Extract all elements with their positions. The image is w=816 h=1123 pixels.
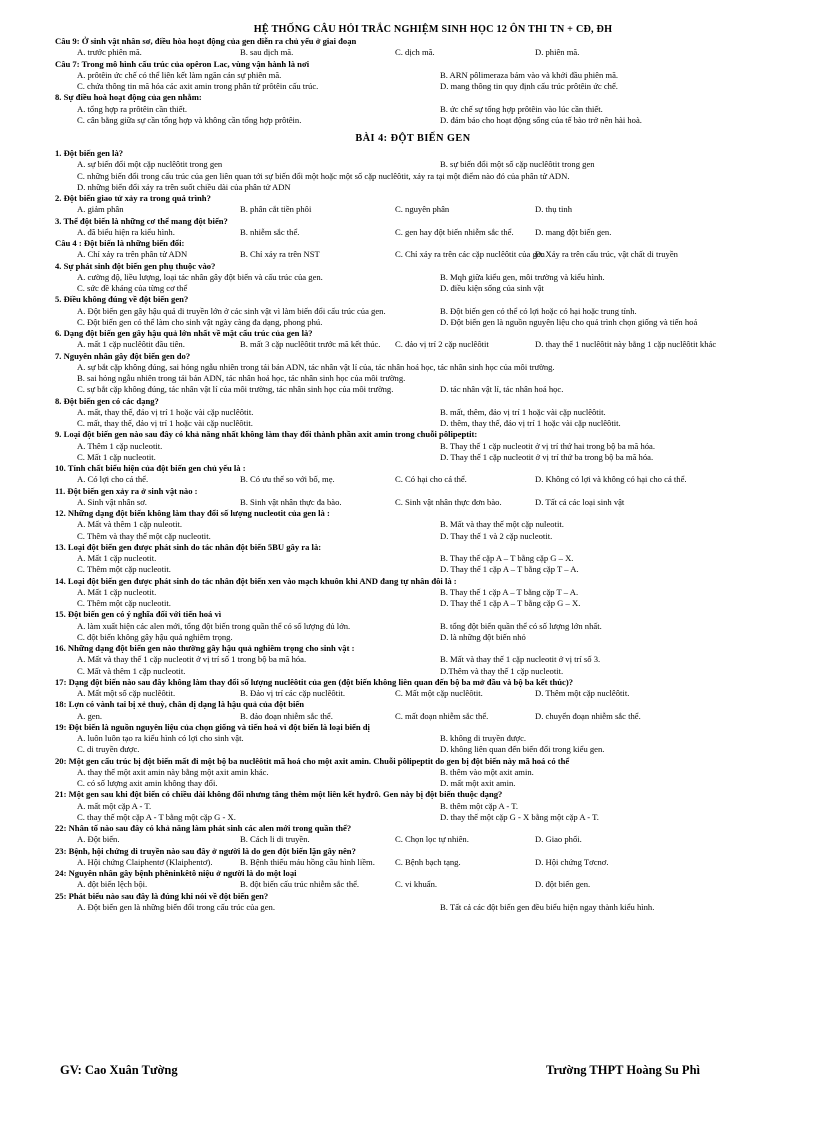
answer-option: A. Mất một số cặp nuclêôtit.	[77, 688, 176, 698]
answer-option: A. Chỉ xảy ra trên phân tử ADN	[77, 249, 188, 260]
answer-option: D. mang thông tin quy định cấu trúc prôtêin ức chế.	[440, 81, 618, 91]
question-text: 16. Những dạng đột biến gen nào thường gây hậu quả nghiêm trọng cho sinh vật :	[55, 643, 355, 653]
answer-option: A. trước phiên mã.	[77, 47, 142, 58]
answer-option: A. giảm phân	[77, 204, 124, 215]
question-text: Câu 7: Trong mô hình cấu trúc của opêron Lac, vùng vận hành là nơi	[55, 58, 310, 69]
answer-option: A. cường độ, liều lượng, loại tác nhân gây đột biến và cấu trúc của gen.	[77, 271, 323, 282]
answer-option: A. prôtêin ức chế có thể liên kết làm ngăn cản sự phiên mã.	[77, 69, 282, 80]
answer-option: B. Mất và thay thế một cặp nuleotit.	[440, 519, 564, 530]
answer-row	[55, 857, 771, 868]
question-text: 15. Đột biến gen có ý nghĩa đối với tiến hoá vì	[55, 609, 222, 620]
answer-option: D. chuyển đoạn nhiễm sắc thể.	[535, 710, 641, 721]
page-footer	[60, 1063, 700, 1078]
answer-option: B. Đột biến gen có thể có lợi hoặc có hại hoặc trung tính.	[440, 305, 637, 316]
answer-option: D. Không có lợi và không có hại cho cá thể.	[535, 474, 687, 485]
answer-option: B. sai hỏng ngẫu nhiên trong tái bản ADN, tác nhân hoá học, tác nhân sinh học của môi trường.	[77, 373, 406, 383]
answer-option: D. tác nhân vật lí, tác nhân hoá học.	[440, 384, 564, 395]
answer-row	[55, 801, 771, 812]
answer-option: D. Thay thế 1 cặp A – T bằng cặp G – X.	[440, 598, 581, 608]
answer-option: B. ARN pôlimeraza bám vào và khởi đầu phiên mã.	[440, 69, 619, 80]
answer-option: C. vi khuẩn.	[395, 879, 438, 890]
answer-option: A. luôn luôn tạo ra kiểu hình có lợi cho sinh vật.	[77, 733, 244, 743]
answer-row	[55, 407, 771, 418]
answer-option: A. sự biến đổi một cặp nuclêôtit trong gen	[77, 159, 223, 170]
answer-row	[55, 272, 771, 283]
question-text: 19: Đột biến là nguồn nguyên liệu của chọn giống và tiến hoá vì đột biến là loại biến dị	[55, 721, 370, 732]
answer-option: B. Cách li di truyền.	[240, 834, 310, 845]
answer-option: A. Đột biến.	[77, 834, 120, 845]
answer-row	[55, 553, 771, 564]
question-text: Câu 9: Ở sinh vật nhân sơ, điều hòa hoạt động của gen diễn ra chủ yếu ở giai đoạn	[55, 36, 357, 46]
answer-row	[55, 711, 771, 722]
answer-option: D. thêm, thay thế, đảo vị trí 1 hoặc vài cặp nuclêôtit.	[440, 418, 621, 428]
answer-row	[55, 587, 771, 598]
answer-row	[55, 564, 771, 575]
question-text: 1. Đột biến gen là?	[55, 148, 124, 158]
answer-option: A. sự bắt cặp không đúng, sai hỏng ngẫu nhiên trong tái bản ADN, tác nhân vật lí của, tác nhân hoá học, tác nhân sinh học của môi trường.	[77, 361, 555, 372]
answer-row	[55, 767, 771, 778]
answer-row	[55, 834, 771, 845]
answer-option: A. Thêm 1 cặp nucleotit.	[77, 440, 163, 451]
answer-row	[55, 474, 771, 485]
answer-option: D. điều kiện sống của sinh vật	[440, 283, 544, 293]
teacher-name: GV: Cao Xuân Tường	[60, 1063, 178, 1077]
answer-option: A. Sinh vật nhân sơ.	[77, 496, 147, 507]
answer-option: C. dịch mã.	[395, 47, 435, 58]
answer-row	[55, 249, 771, 260]
answer-option: D. mang đột biến gen.	[535, 226, 612, 237]
answer-option: D. những biến đổi xảy ra trên suốt chiều dài của phân tử ADN	[77, 181, 291, 192]
answer-option: B. Chỉ xảy ra trên NST	[240, 249, 320, 260]
question-text: 17: Dạng đột biến nào sau đây không làm thay đổi số lượng nuclêôtit của gen (đột biến không liên quan đến bộ ba mở đầu và bộ ba kết thúc)?	[55, 676, 574, 687]
answer-row	[55, 879, 771, 890]
answer-option: A. Mất 1 cặp nucleotit.	[77, 553, 157, 563]
answer-option: D. Thay thế 1 cặp A – T bằng cặp T – A.	[440, 564, 579, 575]
answer-option: A. Có lợi cho cá thể.	[77, 474, 149, 485]
answer-option: C. Sinh vật nhân thực đơn bào.	[395, 496, 502, 507]
answer-option: B. Thay thế cặp A – T bằng cặp G – X.	[440, 553, 574, 563]
answer-row	[55, 744, 771, 755]
answer-option: A. thay thế một axit amin này bằng một axit amin khác.	[77, 766, 269, 777]
answer-option: A. Đột biến gen là những biến đổi trong cấu trúc của gen.	[77, 901, 275, 912]
answer-option: D. thụ tinh	[535, 204, 573, 215]
answer-option: A. Mất và thay thế 1 cặp nucleotit ở vị trí số 1 trong bộ ba mã hóa.	[77, 654, 307, 665]
answer-option: B. tổng đột biến quần thể có số lượng lớn nhất.	[440, 620, 602, 631]
answer-option: D. Tất cả các loại sinh vật	[535, 496, 625, 507]
answer-row	[55, 778, 771, 789]
answer-row	[55, 227, 771, 238]
answer-option: B. không di truyền được.	[440, 733, 527, 743]
answer-option: C. mất đoạn nhiễm sắc thể.	[395, 710, 489, 721]
previous-questions	[55, 36, 771, 126]
question-text: 23: Bệnh, hội chứng di truyền nào sau đây ở người là do gen đột biến lặn gây nên?	[55, 845, 356, 856]
answer-option: B. đột biến cấu trúc nhiễm sắc thể.	[240, 879, 360, 890]
question-text: 8. Đột biến gen có các dạng?	[55, 395, 159, 406]
answer-option: C. nguyên phân	[395, 204, 450, 215]
answer-option: A. làm xuất hiện các alen mới, tổng đột biến trong quần thể có số lượng đủ lớn.	[77, 620, 351, 631]
answer-option: D. đột biến gen.	[535, 879, 591, 890]
answer-option: C. Bệnh bạch tạng.	[395, 856, 461, 867]
answer-row	[55, 654, 771, 665]
answer-option: A. mất, thay thế, đảo vị trí 1 hoặc vài cặp nuclêôtit.	[77, 406, 254, 417]
answer-row	[55, 47, 771, 58]
answer-option: A. gen.	[77, 710, 103, 721]
answer-row	[55, 733, 771, 744]
answer-option: B. ức chế sự tổng hợp prôtêin vào lúc cần thiết.	[440, 103, 603, 114]
answer-row	[55, 441, 771, 452]
answer-option: B. sự biến đổi một số cặp nuclêôtit trong gen	[440, 159, 595, 170]
question-text: 6. Dạng đột biến gen gây hậu quả lớn nhất về mặt cấu trúc của gen là?	[55, 328, 313, 338]
question-text: 12. Những dạng đột biến không làm thay đổi số lượng nucleotit của gen là :	[55, 508, 330, 518]
answer-option: C. Có hại cho cá thể.	[395, 474, 467, 485]
question-text: 24: Nguyên nhân gây bệnh phêninkêtô niệu ở người là do một loại	[55, 868, 297, 878]
question-text: 3. Thể đột biến là những cơ thể mang đột biến?	[55, 215, 228, 226]
answer-option: D. Thay thế 1 cặp nucleotit ở vị trí thứ ba trong bộ ba mã hóa.	[440, 451, 654, 462]
answer-row	[55, 104, 771, 115]
answer-option: D. là những đột biến nhỏ	[440, 631, 526, 642]
answer-option: B. Đảo vị trí các cặp nuclêôtit.	[240, 688, 345, 698]
answer-row	[55, 373, 771, 384]
answer-row	[55, 362, 771, 373]
answer-row	[55, 418, 771, 429]
answer-row	[55, 452, 771, 463]
question-text: 2. Đột biến giao tử xảy ra trong quá trình?	[55, 193, 211, 203]
answer-row	[55, 171, 771, 182]
document-header: HỆ THỐNG CÂU HỎI TRẮC NGHIỆM SINH HỌC 12 ÔN THI TN + CĐ, ĐH	[253, 24, 613, 35]
answer-option: B. Mất và thay thế 1 cặp nucleotit ở vị trí số 3.	[440, 654, 601, 665]
answer-option: C. có số lượng axit amin không thay đổi.	[77, 778, 218, 788]
answer-option: C. Chỉ xảy ra trên các cặp nuclêôtit của gen	[395, 249, 545, 260]
answer-option: C. Mất một cặp nuclêôtit.	[395, 688, 483, 698]
question-text: 7. Nguyên nhân gây đột biến gen do?	[55, 350, 191, 361]
question-text: 9. Loại đột biến gen nào sau đây có khả năng nhất không làm thay đổi thành phần axit amin trong chuỗi pôlipeptit:	[55, 429, 478, 440]
answer-option: D. thay thế một cặp G - X bằng một cặp A - T.	[440, 811, 599, 822]
answer-option: C. gen hay đột biến nhiễm sắc thể.	[395, 226, 514, 237]
answer-row	[55, 306, 771, 317]
answer-option: C. Thêm và thay thế một cặp nucleotit.	[77, 530, 211, 541]
answer-option: D. đảm bảo cho hoạt động sống của tế bào trở nên hài hoà.	[440, 114, 642, 125]
answer-row	[55, 497, 771, 508]
answer-row	[55, 115, 771, 126]
answer-option: A. tổng hợp ra prôtêin cần thiết.	[77, 103, 188, 114]
answer-option: B. Mqh giữa kiểu gen, môi trường và kiểu hình.	[440, 271, 605, 282]
question-text: 22: Nhân tố nào sau đây có khả năng làm phát sinh các alen mới trong quần thể?	[55, 823, 352, 833]
answer-row	[55, 902, 771, 913]
answer-option: D.Thêm và thay thế 1 cặp nucleotit.	[440, 665, 564, 676]
question-text: 10. Tính chất biểu hiện của đột biến gen chủ yếu là :	[55, 463, 246, 473]
answer-row	[55, 531, 771, 542]
answer-row	[55, 283, 771, 294]
answer-option: C. Chọn lọc tự nhiên.	[395, 834, 469, 845]
answer-option: A. Mất 1 cặp nucleotit.	[77, 586, 157, 597]
answer-option: C. Thêm một cặp nucleotit.	[77, 564, 171, 575]
question-list	[55, 148, 771, 913]
answer-row	[55, 182, 771, 193]
question-text: 13. Loại đột biến gen được phát sinh do tác nhân đột biến 5BU gây ra là:	[55, 541, 322, 552]
answer-option: D. Thay thế 1 và 2 cặp nucleotit.	[440, 530, 553, 541]
answer-option: C. cân bằng giữa sự cần tổng hợp và không cần tổng hợp prôtêin.	[77, 114, 302, 125]
answer-option: C. sức đề kháng của từng cơ thể	[77, 283, 188, 293]
answer-row	[55, 317, 771, 328]
question-text: 4. Sự phát sinh đột biến gen phụ thuộc vào?	[55, 260, 216, 271]
answer-option: B. Có ưu thế so với bố, mẹ.	[240, 474, 335, 485]
answer-option: C. mất, thay thế, đảo vị trí 1 hoặc vài cặp nuclêôtit.	[77, 418, 253, 428]
document-page	[55, 24, 771, 913]
answer-row	[55, 159, 771, 170]
answer-option: B. Tất cả các đột biến gen đều biểu hiện ngay thành kiểu hình.	[440, 901, 655, 912]
answer-row	[55, 70, 771, 81]
answer-option: B. nhiễm sắc thể.	[240, 226, 300, 237]
question-text: 5. Điều không đúng về đột biến gen?	[55, 294, 189, 305]
answer-option: B. Sinh vật nhân thực đa bào.	[240, 496, 342, 507]
answer-option: A. mất 1 cặp nuclêôtit đầu tiên.	[77, 339, 185, 350]
answer-row	[55, 519, 771, 530]
answer-option: B. phân cắt tiền phôi	[240, 204, 312, 215]
answer-row	[55, 204, 771, 215]
school-name: Trường THPT Hoàng Su Phì	[545, 1063, 700, 1077]
answer-option: A. mất một cặp A - T.	[77, 800, 152, 811]
answer-option: C. đảo vị trí 2 cặp nuclêôtit	[395, 339, 489, 350]
answer-option: B. đảo đoạn nhiễm sắc thể.	[240, 710, 333, 721]
answer-option: B. mất, thêm, đảo vị trí 1 hoặc vài cặp nuclêôtit.	[440, 406, 606, 417]
answer-row	[55, 81, 771, 92]
answer-option: D. Đột biến gen là nguồn nguyên liệu cho quá trình chọn giống và tiến hoá	[440, 316, 698, 327]
answer-row	[55, 632, 771, 643]
answer-row	[55, 339, 771, 350]
answer-option: C. những biến đổi trong cấu trúc của gen liên quan tới sự biến đổi một hoặc một số cặp nuclêôtit, xảy ra tại một điểm nào đó của phân tử ADN.	[77, 170, 570, 181]
answer-option: D. Giao phối.	[535, 834, 582, 845]
answer-option: C. Mất và thêm 1 cặp nucleotit.	[77, 665, 186, 676]
answer-option: A. Đột biến gen gây hậu quả di truyền lớn ở các sinh vật vì làm biến đổi cấu trúc của gen.	[77, 305, 386, 316]
answer-option: A. Hội chứng Claiphentơ (Klaiphentơ).	[77, 856, 213, 867]
answer-row	[55, 812, 771, 823]
question-text: 20: Một gen cấu trúc bị đột biến mất đi một bộ ba nuclêôtit mã hoá cho một axit amin. Chuỗi pôlipeptit do gen bị đột biến này mã hoá có thể	[55, 755, 570, 766]
answer-row	[55, 384, 771, 395]
answer-option: D. Hội chứng Tơcnơ.	[535, 856, 609, 867]
answer-option: C. đột biến không gây hậu quả nghiêm trọng.	[77, 631, 233, 642]
question-text: 11. Đột biến gen xảy ra ở sinh vật nào :	[55, 485, 198, 496]
answer-option: B. Bệnh thiếu máu hồng cầu hình liềm.	[240, 856, 375, 867]
answer-option: A. đã biểu hiện ra kiểu hình.	[77, 226, 175, 237]
answer-row	[55, 598, 771, 609]
question-text: 14. Loại đột biến gen được phát sinh do tác nhân đột biến xen vào mạch khuôn khi AND đang tự nhân đôi là :	[55, 575, 457, 586]
answer-option: B. sau dịch mã.	[240, 47, 294, 58]
answer-option: B. thêm một cặp A - T.	[440, 800, 518, 811]
question-text: 18: Lợn có vành tai bị xẻ thuỳ, chân dị dạng là hậu quả của đột biến	[55, 699, 305, 710]
answer-option: D. thay thế 1 nuclêôtit này bằng 1 cặp nuclêôtit khác	[535, 339, 717, 350]
answer-option: C. thay thế một cặp A - T bằng một cặp G - X.	[77, 811, 236, 822]
answer-option: B. Thay thế 1 cặp A – T bằng cặp T – A.	[440, 586, 579, 597]
answer-option: B. thêm vào một axit amin.	[440, 766, 534, 777]
answer-row	[55, 666, 771, 677]
answer-option: D. Xảy ra trên cấu trúc, vật chất di truyền	[535, 249, 678, 260]
question-text: 25: Phát biểu nào sau đây là đúng khi nói về đột biến gen?	[55, 890, 269, 901]
answer-option: C. Đột biến gen có thể làm cho sinh vật ngày càng đa dạng, phong phú.	[77, 316, 323, 327]
answer-option: D. mất một axit amin.	[440, 778, 516, 788]
answer-row	[55, 621, 771, 632]
answer-option: B. mất 3 cặp nuclêôtit trước mã kết thúc.	[240, 339, 381, 350]
section-title: BÀI 4: ĐỘT BIẾN GEN	[355, 133, 471, 144]
answer-option: C. di truyền được.	[77, 744, 140, 755]
answer-option: D. phiên mã.	[535, 47, 580, 58]
answer-option: D. Thêm một cặp nuclêôtit.	[535, 688, 630, 698]
answer-option: B. Thay thế 1 cặp nucleotit ở vị trí thứ hai trong bộ ba mã hóa.	[440, 440, 656, 451]
question-text: 21: Một gen sau khi đột biến có chiều dài không đổi nhưng tăng thêm một liên kết hyđrô. Gen này bị đột biến thuộc dạng?	[55, 789, 503, 800]
answer-option: C. Mất 1 cặp nucleotit.	[77, 451, 156, 462]
question-text: Câu 4 : Đột biến là những biến đổi:	[55, 238, 185, 248]
answer-option: C. chứa thông tin mã hóa các axit amin trong phân tử prôtêin cấu trúc.	[77, 81, 319, 91]
answer-option: A. đột biến lệch bội.	[77, 879, 148, 890]
answer-option: D. không liên quan đến biến đổi trong kiểu gen.	[440, 744, 605, 755]
answer-option: C. sự bắt cặp không đúng, tác nhân vật lí của môi trường, tác nhân sinh học của môi trường.	[77, 384, 394, 395]
answer-row	[55, 688, 771, 699]
answer-option: C. Thêm một cặp nucleotit.	[77, 598, 171, 608]
answer-option: A. Mất và thêm 1 cặp nuleotit.	[77, 519, 183, 530]
question-text: 8. Sự điều hoà hoạt động của gen nhằm:	[55, 92, 202, 103]
